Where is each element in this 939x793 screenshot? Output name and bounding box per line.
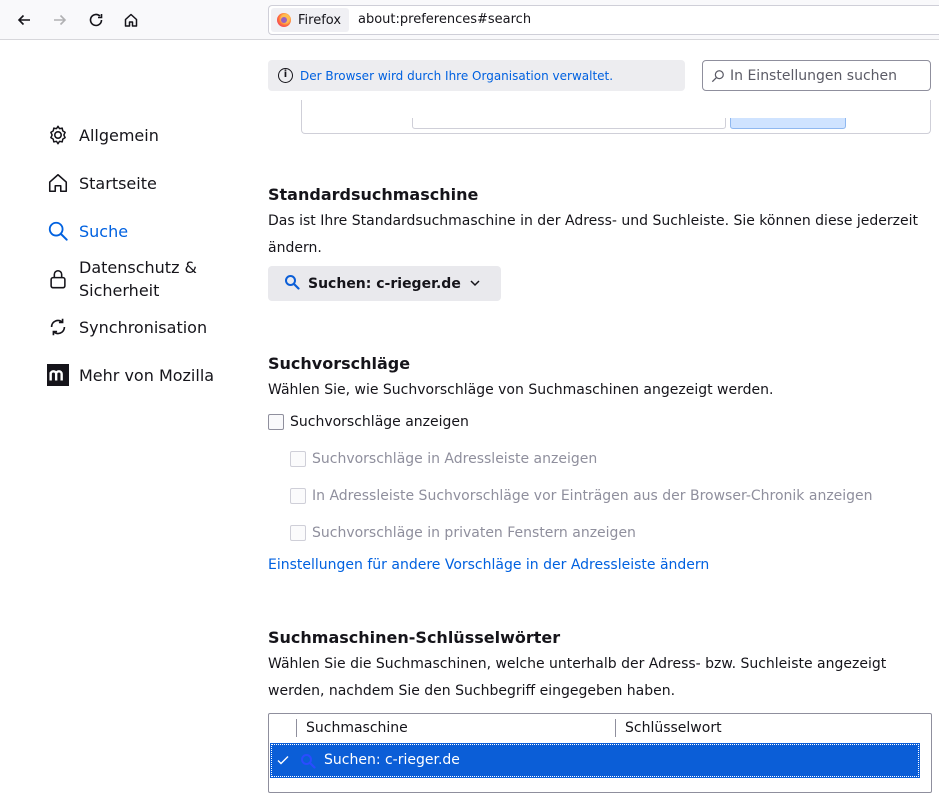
category-home[interactable] xyxy=(46,171,157,195)
back-button[interactable] xyxy=(10,6,38,34)
url-bar[interactable] xyxy=(268,5,939,35)
engine-name: Suchen: c-rieger.de xyxy=(324,752,460,768)
show-suggestions-label[interactable]: Suchvorschläge anzeigen xyxy=(290,414,469,430)
url-bar-suggestions-checkbox-row[interactable] xyxy=(290,451,597,467)
policy-notice[interactable] xyxy=(268,60,685,91)
browser-toolbar xyxy=(0,0,939,40)
lock-icon xyxy=(46,267,70,291)
category-general[interactable] xyxy=(46,123,159,147)
preview-searchbar-fragment xyxy=(730,118,846,129)
category-search-label: Suche xyxy=(79,221,129,241)
home-button[interactable] xyxy=(117,6,145,34)
mozilla-icon xyxy=(46,363,70,387)
engine-search-icon xyxy=(284,274,300,294)
default-engine-menu[interactable] xyxy=(268,266,501,301)
url-bar-suggestions-label[interactable]: Suchvorschläge in Adressleiste anzeigen xyxy=(312,451,598,467)
category-privacy-label xyxy=(79,256,197,302)
other-suggestions-settings-link[interactable]: Einstellungen für andere Vorschläge in der Adressleiste ändern xyxy=(268,557,710,573)
column-keyword-header[interactable]: Schlüsselwort xyxy=(625,720,722,736)
chevron-down-icon xyxy=(469,277,481,293)
search-toolbar-preview xyxy=(301,100,931,134)
reload-icon xyxy=(88,12,104,28)
search-icon xyxy=(46,219,70,243)
private-suggestions-checkbox-row[interactable] xyxy=(290,525,636,541)
suggestions-before-history-checkbox-row[interactable] xyxy=(290,488,873,504)
column-engine-header[interactable]: Suchmaschine xyxy=(306,720,408,736)
find-in-settings-input[interactable] xyxy=(702,60,931,91)
category-general-label: Allgemein xyxy=(79,125,159,145)
suggestions-heading: Suchvorschläge xyxy=(268,354,411,373)
keywords-description: Wählen Sie die Suchmaschinen, welche unterhalb der Adress- bzw. Suchleiste angezeigt werden, nachdem Sie den Suchbegriff eingegeben haben. xyxy=(268,656,887,699)
checkmark-icon[interactable] xyxy=(276,753,290,771)
category-search[interactable] xyxy=(46,219,128,243)
home-icon xyxy=(123,12,139,28)
reload-button[interactable] xyxy=(82,6,110,34)
default-engine-description: Das ist Ihre Standardsuchmaschine in der Adress- und Suchleiste. Sie können diese jederzeit ändern. xyxy=(268,213,919,256)
private-suggestions-checkbox[interactable] xyxy=(290,525,306,541)
gear-icon xyxy=(46,123,70,147)
category-more-from-mozilla-label: Mehr von Mozilla xyxy=(79,365,215,385)
info-icon: i xyxy=(278,68,293,83)
sync-icon xyxy=(46,315,70,339)
suggestions-before-history-checkbox[interactable] xyxy=(290,488,306,504)
category-privacy-label-line1: Datenschutz & xyxy=(79,258,198,277)
suggestions-description: Wählen Sie, wie Suchvorschläge von Suchmaschinen angezeigt werden. xyxy=(268,382,774,398)
search-icon xyxy=(711,69,725,83)
category-sync-label: Synchronisation xyxy=(79,317,208,337)
show-suggestions-checkbox[interactable] xyxy=(268,414,284,430)
tree-header xyxy=(269,714,931,742)
category-home-label: Startseite xyxy=(79,173,157,193)
suggestions-before-history-label[interactable]: In Adressleiste Suchvorschläge vor Einträgen aus der Browser-Chronik anzeigen xyxy=(312,488,873,504)
home-icon xyxy=(46,171,70,195)
column-separator xyxy=(615,719,616,737)
identity-box[interactable] xyxy=(271,8,349,32)
default-engine-heading: Standardsuchmaschine xyxy=(268,185,479,204)
arrow-right-icon xyxy=(52,12,68,28)
default-engine-selected: Suchen: c-rieger.de xyxy=(308,275,461,292)
category-more-from-mozilla[interactable] xyxy=(46,363,214,387)
column-separator xyxy=(296,719,297,737)
private-suggestions-label[interactable]: Suchvorschläge in privaten Fenstern anzeigen xyxy=(312,525,636,541)
find-in-settings-placeholder: In Einstellungen suchen xyxy=(730,67,898,84)
category-privacy-label-line2: Sicherheit xyxy=(79,281,160,300)
category-sidebar xyxy=(0,40,240,784)
engine-search-icon xyxy=(300,753,316,773)
category-privacy[interactable] xyxy=(46,256,197,302)
url-text[interactable]: about:preferences#search xyxy=(358,12,532,27)
preview-urlbar-fragment xyxy=(412,118,726,129)
firefox-logo-icon xyxy=(277,13,291,27)
url-bar-suggestions-checkbox[interactable] xyxy=(290,451,306,467)
category-sync[interactable] xyxy=(46,315,207,339)
policy-notice-text[interactable]: Der Browser wird durch Ihre Organisation verwaltet. xyxy=(300,68,614,83)
table-row[interactable] xyxy=(271,744,919,777)
engine-keyword-tree[interactable] xyxy=(268,713,932,793)
arrow-left-icon xyxy=(16,12,32,28)
show-suggestions-checkbox-row[interactable] xyxy=(268,414,469,430)
keywords-heading: Suchmaschinen-Schlüsselwörter xyxy=(268,628,561,647)
forward-button[interactable] xyxy=(46,6,74,34)
identity-label: Firefox xyxy=(298,12,342,28)
